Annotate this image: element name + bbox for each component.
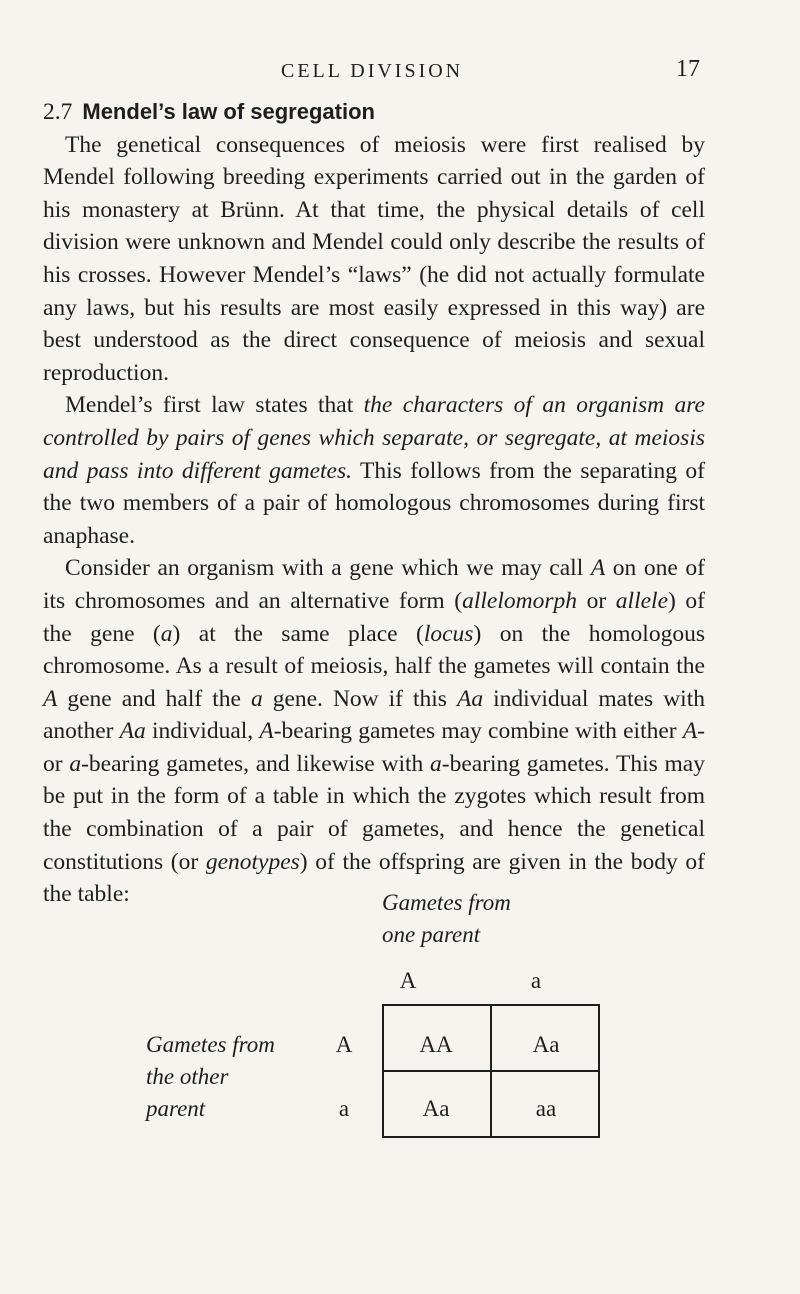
- gene-symbol: A: [259, 718, 274, 745]
- gene-symbol: a: [69, 750, 82, 777]
- gene-symbol: A: [682, 718, 698, 745]
- cell-genotype: aa: [535, 1096, 557, 1121]
- gene-symbol: a: [160, 620, 173, 647]
- column-allele: A: [399, 968, 417, 993]
- term-allelomorph: allelomorph: [462, 587, 578, 614]
- row-allele: A: [335, 1032, 353, 1057]
- text-run: or: [577, 587, 616, 614]
- text-run: -bearing gametes may combine with either: [273, 718, 683, 745]
- table-left-rule: [382, 1004, 384, 1138]
- cell-genotype: Aa: [422, 1096, 450, 1121]
- text-run: -bearing gametes. This may be put in the form of a table in which the zygotes which result from the combination of a pair of gametes, and hence the genetical constitutions (or: [43, 750, 705, 875]
- running-head: CELL DIVISION: [281, 60, 464, 82]
- gene-symbol: A: [43, 685, 58, 712]
- law-statement: the characters of an organism are controlled by pairs of genes which separate, or segregate, at meiosis and pass into different gametes.: [43, 392, 705, 484]
- text-run: -bearing gametes, and likewise with: [81, 750, 431, 777]
- text-run: on one of its chromosomes and an alternative form (: [43, 555, 705, 614]
- column-header-line2: one parent: [382, 922, 481, 947]
- genotype-symbol: Aa: [119, 718, 146, 745]
- table-right-rule: [598, 1004, 600, 1138]
- row-header-line3: parent: [146, 1096, 206, 1121]
- term-locus: locus: [423, 620, 474, 647]
- row-allele: a: [338, 1096, 350, 1121]
- row-header-line1: Gametes from: [146, 1032, 275, 1057]
- section-title: Mendel’s law of segregation: [82, 99, 375, 124]
- text-run: Mendel’s first law states that: [65, 392, 364, 419]
- text-run: Consider an organism with a gene which we may call: [65, 555, 591, 582]
- column-allele: a: [530, 968, 542, 993]
- text-run: ) at the same place (: [172, 620, 424, 647]
- column-header-line1: Gametes from: [382, 890, 511, 915]
- text-run: This follows from the separating of the two members of a pair of homologous chromosomes during first anaphase.: [43, 457, 705, 549]
- text-run: individual,: [145, 718, 260, 745]
- text-run: individual mates with another: [43, 685, 705, 745]
- table-center-rule: [490, 1004, 492, 1138]
- text-run: gene. Now if this: [262, 685, 457, 712]
- text-run: ) of the offspring are given in the body of the table:: [43, 848, 705, 908]
- text-run: ) on the homologous chromosome. As a result of meiosis, half the gametes will contain the: [43, 620, 705, 680]
- term-genotypes: genotypes: [205, 848, 300, 875]
- term-allele: allele: [615, 587, 668, 614]
- cell-genotype: AA: [419, 1032, 453, 1057]
- section-number: 2.7: [43, 99, 73, 125]
- gene-symbol: a: [430, 750, 442, 777]
- text-run: - or: [43, 718, 705, 777]
- gene-symbol: A: [590, 555, 606, 582]
- cell-genotype: Aa: [532, 1032, 560, 1057]
- paragraph-1: The genetical consequences of meiosis were first realised by Mendel following breeding experiments carried out in the garden of his monastery at Brünn. At that time, the physical details of cell division were unknown and Mendel could only describe the results of his crosses. However Mendel’s “laws” (he did not actually formulate any laws, but his results are most easily expressed in this way) are best understood as the direct consequence of meiosis and sexual reproduction.: [43, 131, 705, 386]
- page-number: 17: [676, 56, 700, 82]
- text-run: gene and half the: [57, 685, 251, 712]
- gene-symbol: a: [250, 685, 263, 712]
- genotype-symbol: Aa: [456, 685, 484, 712]
- text-run: ) of the gene (: [43, 587, 706, 647]
- row-header-line2: the other: [146, 1064, 229, 1089]
